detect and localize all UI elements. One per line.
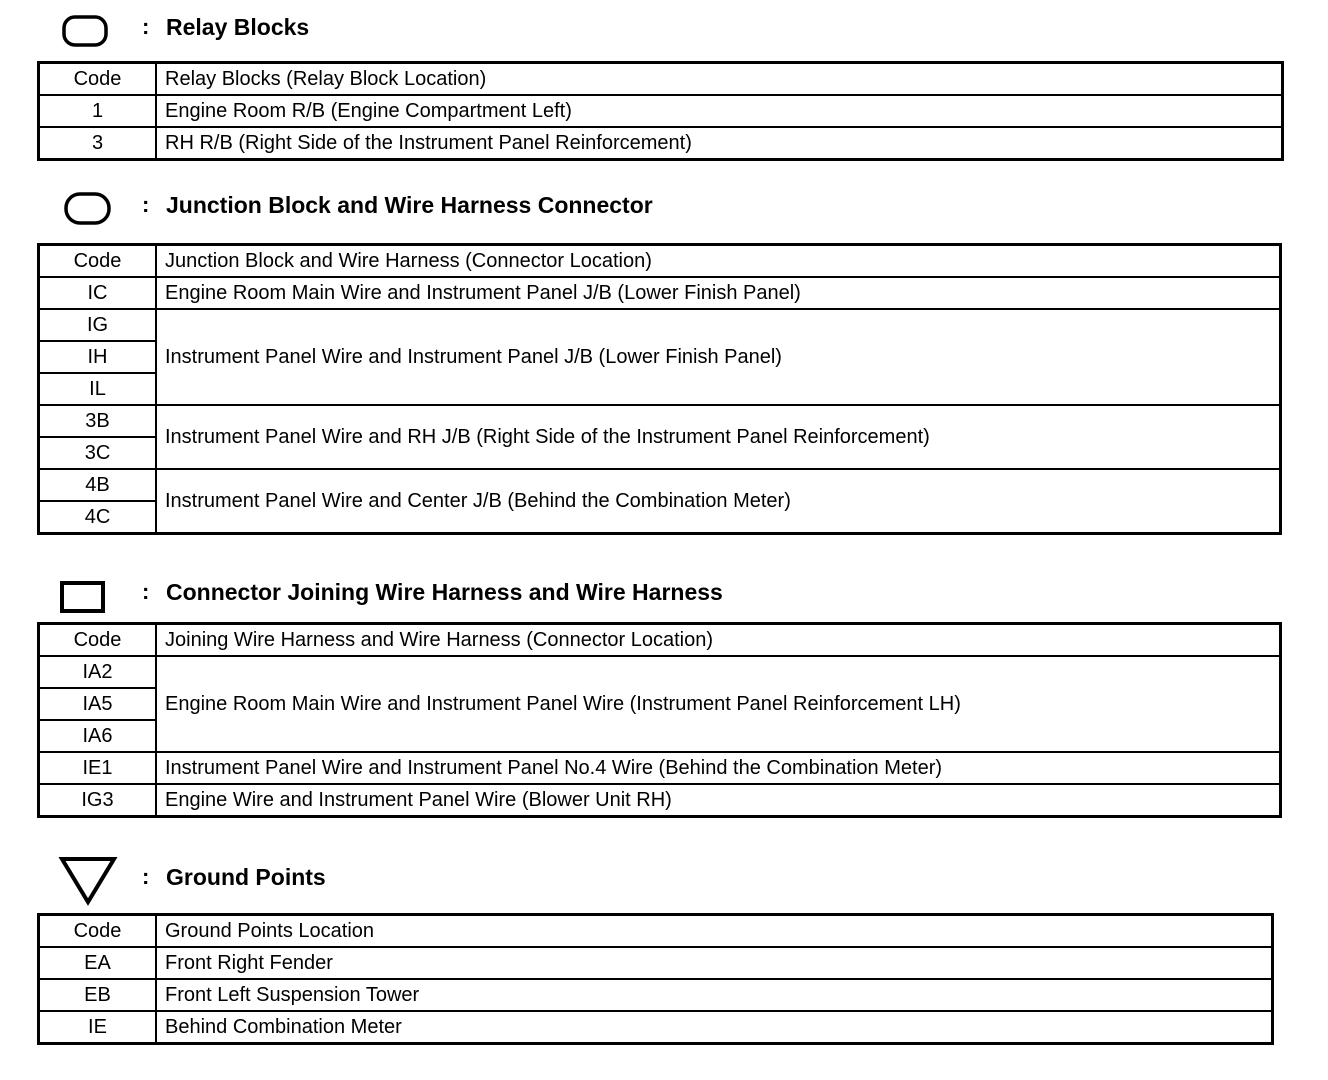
code-cell: 4B: [39, 469, 157, 501]
location-header: Junction Block and Wire Harness (Connector Location): [156, 245, 1281, 278]
junction-block-table: [37, 243, 1282, 535]
down-triangle-icon: [58, 856, 118, 906]
oval-icon: [64, 191, 112, 227]
location-cell: Engine Room Main Wire and Instrument Panel Wire (Instrument Panel Reinforcement LH): [156, 656, 1281, 752]
code-cell: 1: [39, 95, 157, 127]
code-cell: IA5: [39, 688, 157, 720]
location-header: Ground Points Location: [156, 915, 1273, 948]
location-cell: Instrument Panel Wire and Instrument Panel J/B (Lower Finish Panel): [156, 309, 1281, 405]
location-cell: Behind Combination Meter: [156, 1011, 1273, 1044]
section-title: Junction Block and Wire Harness Connector: [166, 192, 653, 218]
code-header: Code: [39, 624, 157, 657]
section-title: Ground Points: [166, 864, 326, 890]
relay-blocks-table: [37, 61, 1284, 161]
code-cell: 4C: [39, 501, 157, 534]
code-cell: 3C: [39, 437, 157, 469]
location-cell: Instrument Panel Wire and RH J/B (Right Side of the Instrument Panel Reinforcement): [156, 405, 1281, 469]
section-colon: :: [142, 579, 150, 604]
location-cell: RH R/B (Right Side of the Instrument Panel Reinforcement): [156, 127, 1283, 160]
code-cell: EA: [39, 947, 157, 979]
location-cell: Engine Wire and Instrument Panel Wire (Blower Unit RH): [156, 784, 1281, 817]
section-colon: :: [142, 864, 150, 889]
code-cell: IC: [39, 277, 157, 309]
table-row: [39, 469, 1281, 501]
table-header-row: [39, 915, 1273, 948]
location-header: Joining Wire Harness and Wire Harness (Connector Location): [156, 624, 1281, 657]
table-row: [39, 277, 1281, 309]
ground-points-table: [37, 913, 1274, 1045]
code-cell: IH: [39, 341, 157, 373]
section-colon: :: [142, 14, 150, 39]
code-cell: IA6: [39, 720, 157, 752]
section-junction-block-header: [0, 188, 1328, 234]
section-ground-points-header: [0, 856, 1328, 902]
section-title: Connector Joining Wire Harness and Wire Harness: [166, 579, 723, 605]
section-connector-joining-header: [0, 575, 1328, 621]
section-relay-blocks-header: [0, 10, 1328, 56]
code-cell: IE: [39, 1011, 157, 1044]
code-header: Code: [39, 915, 157, 948]
location-cell: Engine Room Main Wire and Instrument Panel J/B (Lower Finish Panel): [156, 277, 1281, 309]
section-title: Relay Blocks: [166, 14, 310, 40]
code-header: Code: [39, 245, 157, 278]
section-colon: :: [142, 192, 150, 217]
code-cell: IA2: [39, 656, 157, 688]
table-header-row: [39, 245, 1281, 278]
table-row: [39, 95, 1283, 127]
rectangle-icon: [59, 579, 107, 615]
location-cell: Engine Room R/B (Engine Compartment Left): [156, 95, 1283, 127]
table-row: [39, 947, 1273, 979]
table-row: [39, 979, 1273, 1011]
connector-joining-table: [37, 622, 1282, 818]
table-row: [39, 405, 1281, 437]
rounded-rect-icon: [62, 14, 108, 48]
table-row: [39, 1011, 1273, 1044]
code-cell: IL: [39, 373, 157, 405]
location-cell: Instrument Panel Wire and Instrument Panel No.4 Wire (Behind the Combination Meter): [156, 752, 1281, 784]
table-row: [39, 752, 1281, 784]
location-cell: Instrument Panel Wire and Center J/B (Behind the Combination Meter): [156, 469, 1281, 534]
code-cell: IG: [39, 309, 157, 341]
code-cell: IG3: [39, 784, 157, 817]
code-cell: IE1: [39, 752, 157, 784]
table-header-row: [39, 63, 1283, 96]
code-cell: EB: [39, 979, 157, 1011]
table-row: [39, 127, 1283, 160]
table-row: [39, 656, 1281, 688]
location-header: Relay Blocks (Relay Block Location): [156, 63, 1283, 96]
code-header: Code: [39, 63, 157, 96]
table-header-row: [39, 624, 1281, 657]
table-row: [39, 784, 1281, 817]
table-row: [39, 309, 1281, 341]
code-cell: 3: [39, 127, 157, 160]
location-cell: Front Left Suspension Tower: [156, 979, 1273, 1011]
code-cell: 3B: [39, 405, 157, 437]
location-cell: Front Right Fender: [156, 947, 1273, 979]
